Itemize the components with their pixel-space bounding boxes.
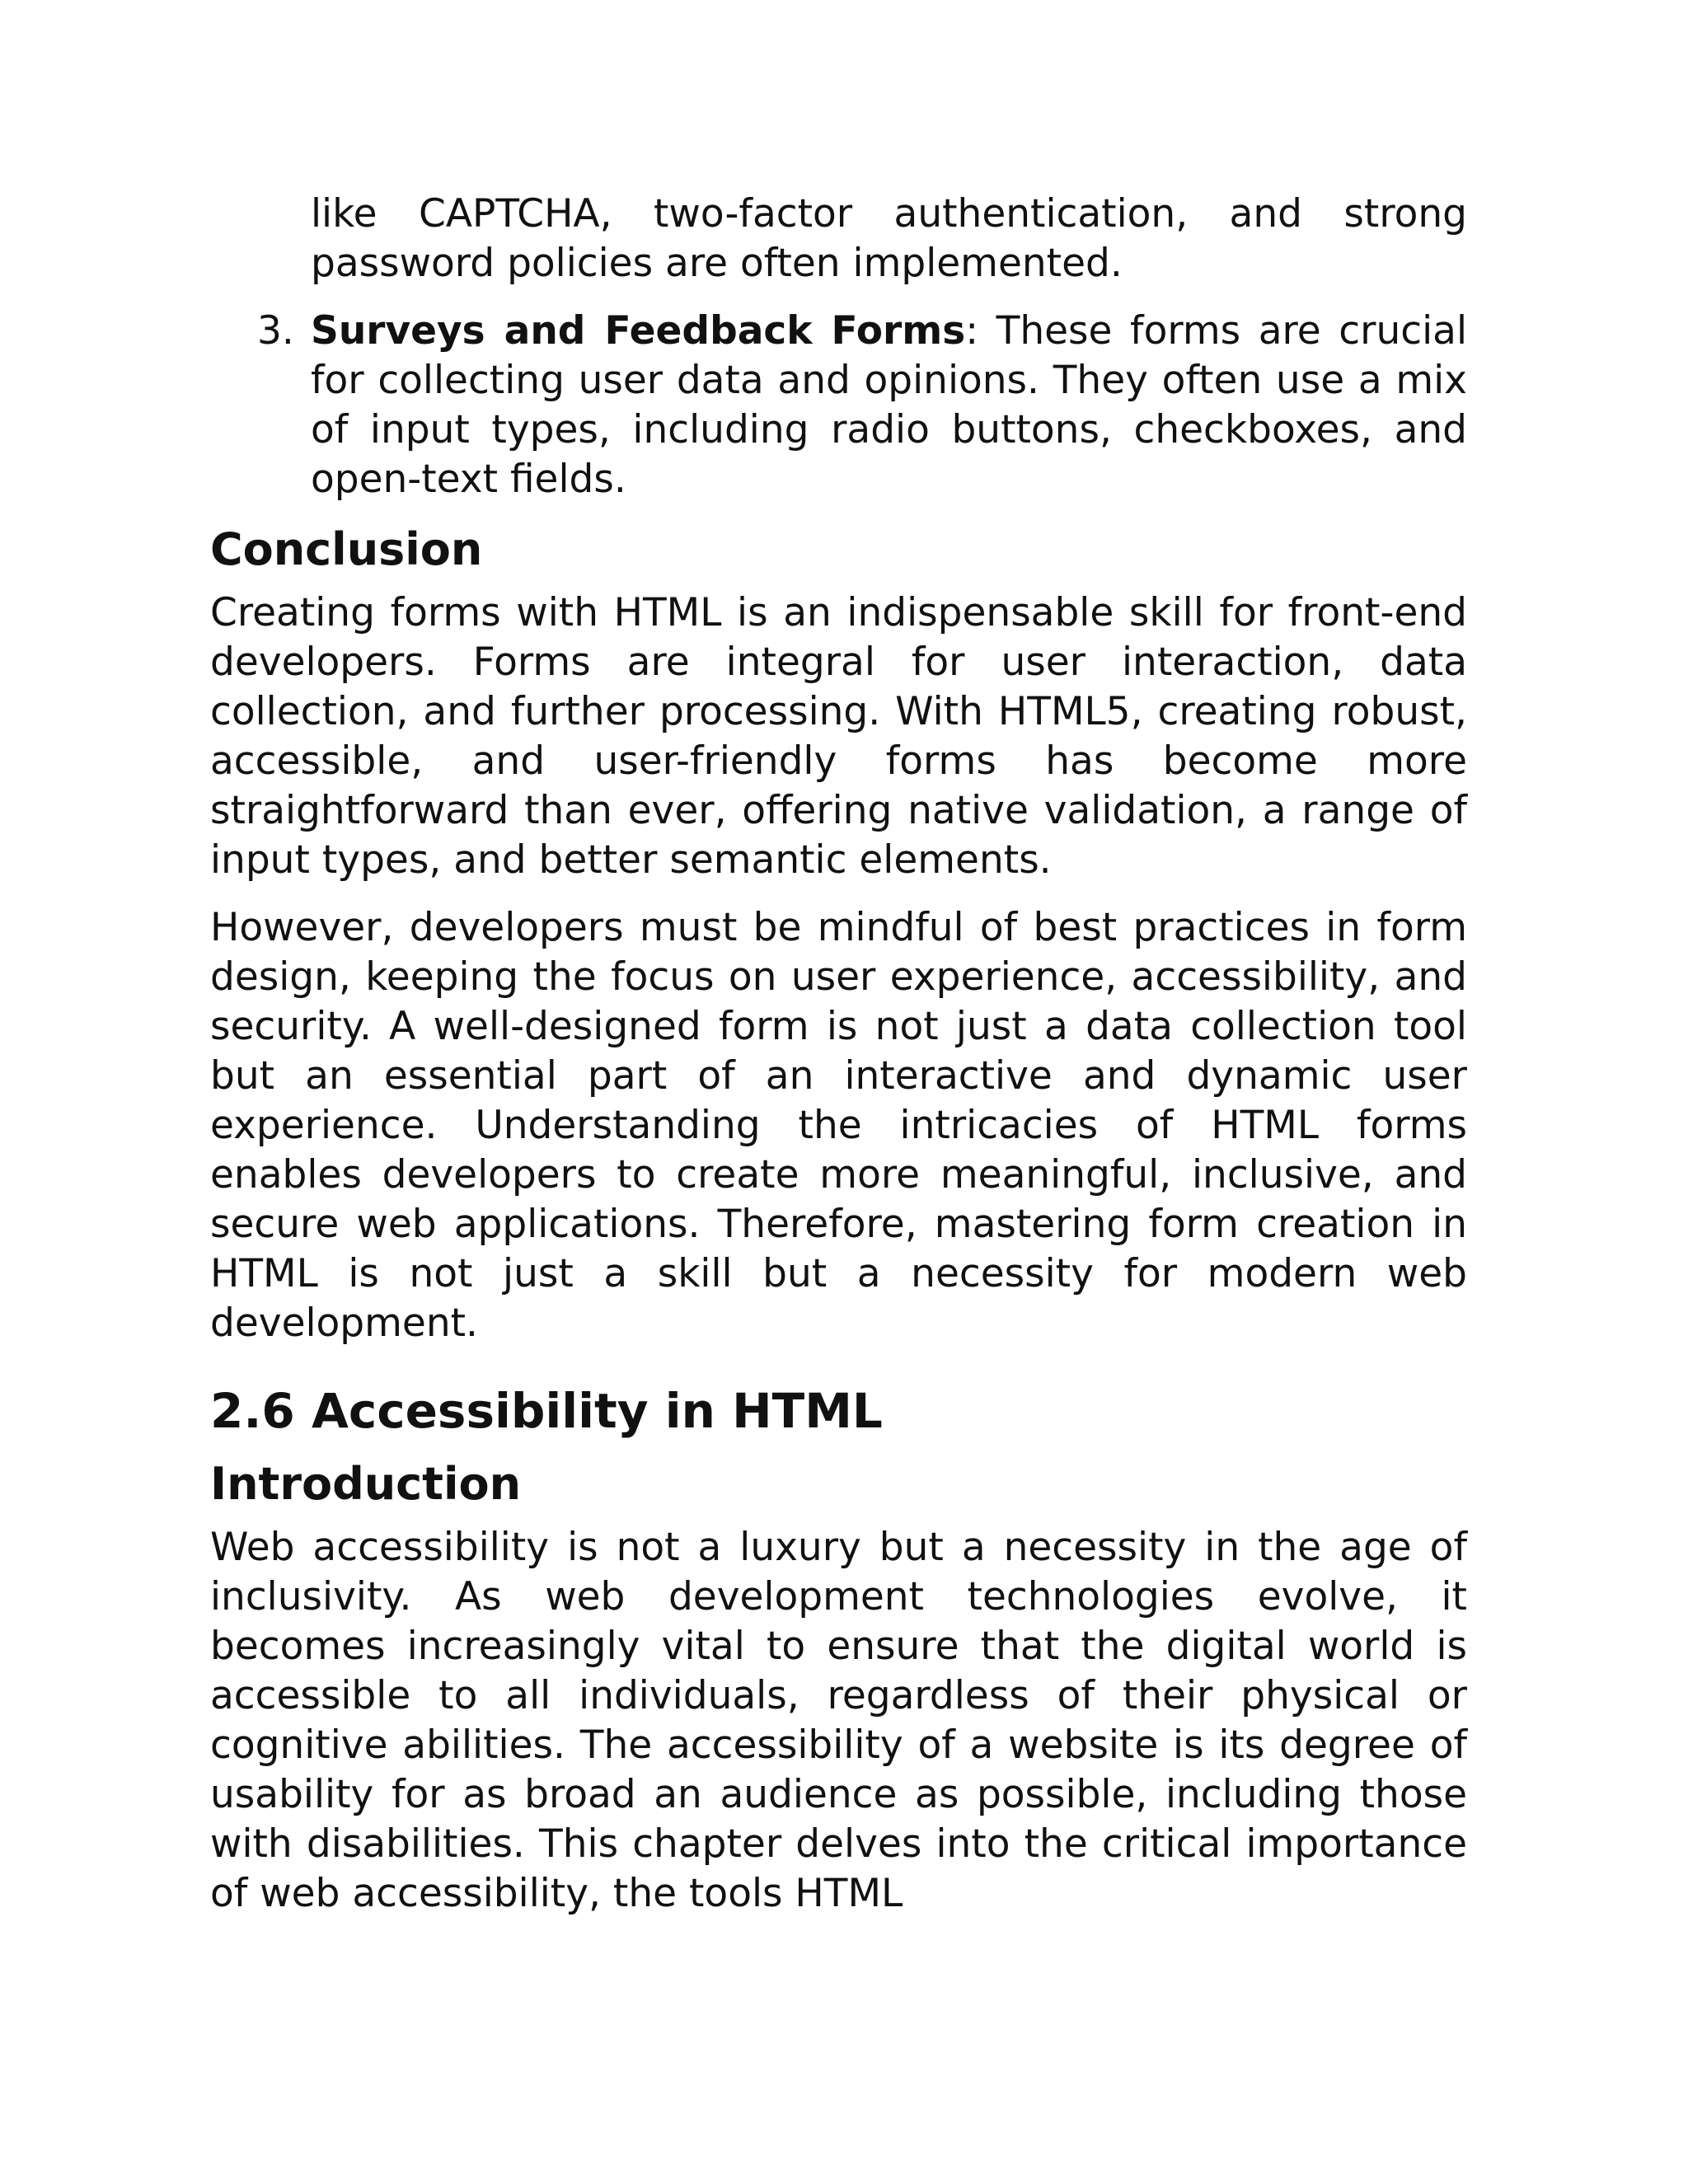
conclusion-paragraph-1: Creating forms with HTML is an indispensable skill for front-end developers. Forms are integral for user interaction, data collection, and further processing. With HTML5, creating robust, accessible, and user-friendly forms has become more straightforward than ever, offering native validation, a range of input types, and better semantic elements. [210,590,1467,883]
chapter-heading: 2.6 Accessibility in HTML [210,1383,883,1439]
list-item-body [311,308,1467,502]
list-item-number: 3. [257,308,294,354]
introduction-paragraph: Web accessibility is not a luxury but a necessity in the age of inclusivity. As web development technologies evolve, it becomes increasingly vital to ensure that the digital world is accessible to all individuals, regardless of their physical or cognitive abilities. The accessibility of a website is its degree of usability for as broad an audience as possible, including those with disabilities. This chapter delves into the critical importance of web accessibility, the tools HTML [210,1525,1467,1916]
introduction-heading: Introduction [210,1458,522,1510]
list-item-text: : These forms are crucial for collecting user data and opinions. They often use a mix of input types, including radio buttons, checkboxes, and open-text fields. [311,308,1468,502]
conclusion-paragraph-2: However, developers must be mindful of best practices in form design, keeping the focus on user experience, accessibility, and security. A well-designed form is not just a data collection tool but an essential part of an interactive and dynamic user experience. Understanding the intricacies of HTML forms enables developers to create more meaningful, inclusive, and secure web applications. Therefore, mastering form creation in HTML is not just a skill but a necessity for modern web development. [210,905,1467,1346]
list-item-continued [210,190,1467,288]
list-item-3 [210,307,1467,504]
list-item-continued-text: like CAPTCHA, two-factor authentication, and strong password policies are often implemented. [311,191,1467,286]
document-page [210,190,1467,1937]
list-item-title: Surveys and Feedback Forms [311,308,966,354]
conclusion-heading: Conclusion [210,523,483,575]
